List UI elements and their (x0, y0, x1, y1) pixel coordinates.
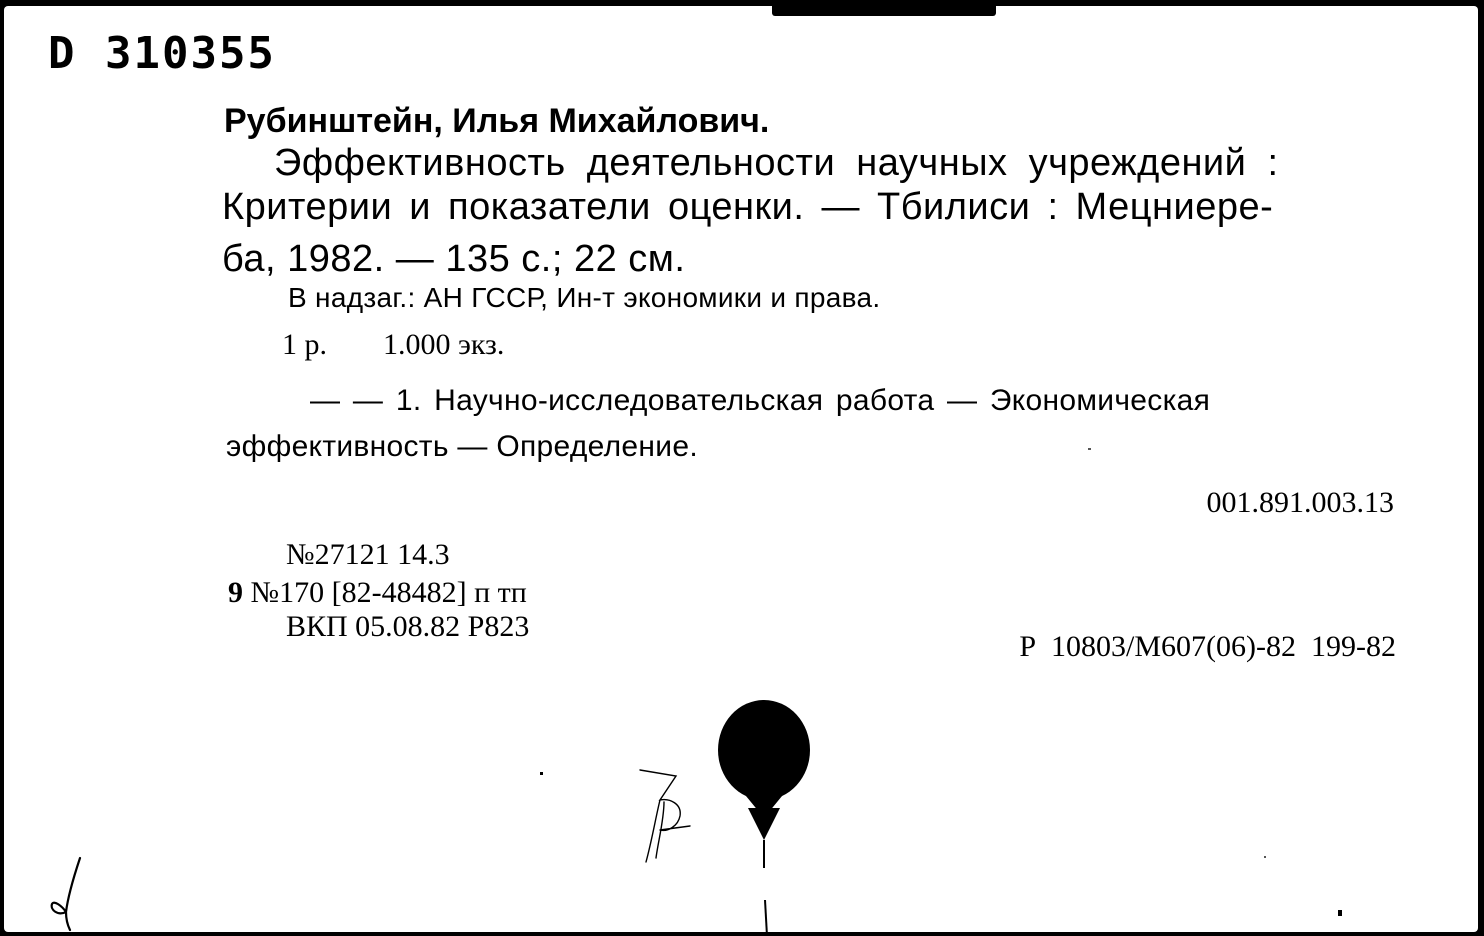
udc-code: 001.891.003.13 (1206, 486, 1394, 519)
handwritten-one-icon (44, 856, 104, 932)
scan-smudge (772, 6, 996, 16)
price-line (282, 328, 504, 362)
copies: 1.000 экз. (383, 328, 505, 361)
stamp-number: D 310355 (48, 28, 276, 79)
title-line: Критерии и показатели оценки. — Тбилиси : Мецниере- (222, 186, 1274, 228)
author: Рубинштейн, Илья Михайлович. (224, 102, 770, 140)
index-code: Р 10803/М607(06)-82 199-82 (1019, 630, 1396, 663)
subject-heading: — — 1. Научно-исследовательская работа — Экономическая (310, 384, 1211, 417)
scan-speck (1338, 910, 1342, 916)
print-line-text: №170 [82-48482] п тп (250, 576, 527, 609)
punch-hole-icon (718, 700, 818, 932)
print-line-prefix: 9 (228, 576, 243, 609)
subject-heading: эффективность — Определение. (226, 430, 698, 463)
scan-speck (1088, 448, 1091, 450)
vkp-line: ВКП 05.08.82 Р823 (286, 610, 530, 643)
title-line: Эффективность деятельности научных учреждений : (274, 142, 1279, 184)
handwritten-mark-icon (630, 762, 700, 872)
record-number: №27121 14.3 (286, 538, 450, 571)
catalog-card (4, 6, 1478, 932)
price: 1 р. (282, 328, 327, 361)
title-note: В надзаг.: АН ГССР, Ин-т экономики и права. (288, 282, 881, 313)
title-line: ба, 1982. — 135 с.; 22 см. (222, 238, 686, 280)
scan-speck (1264, 856, 1266, 858)
print-line (228, 576, 527, 610)
scan-speck (540, 772, 543, 775)
